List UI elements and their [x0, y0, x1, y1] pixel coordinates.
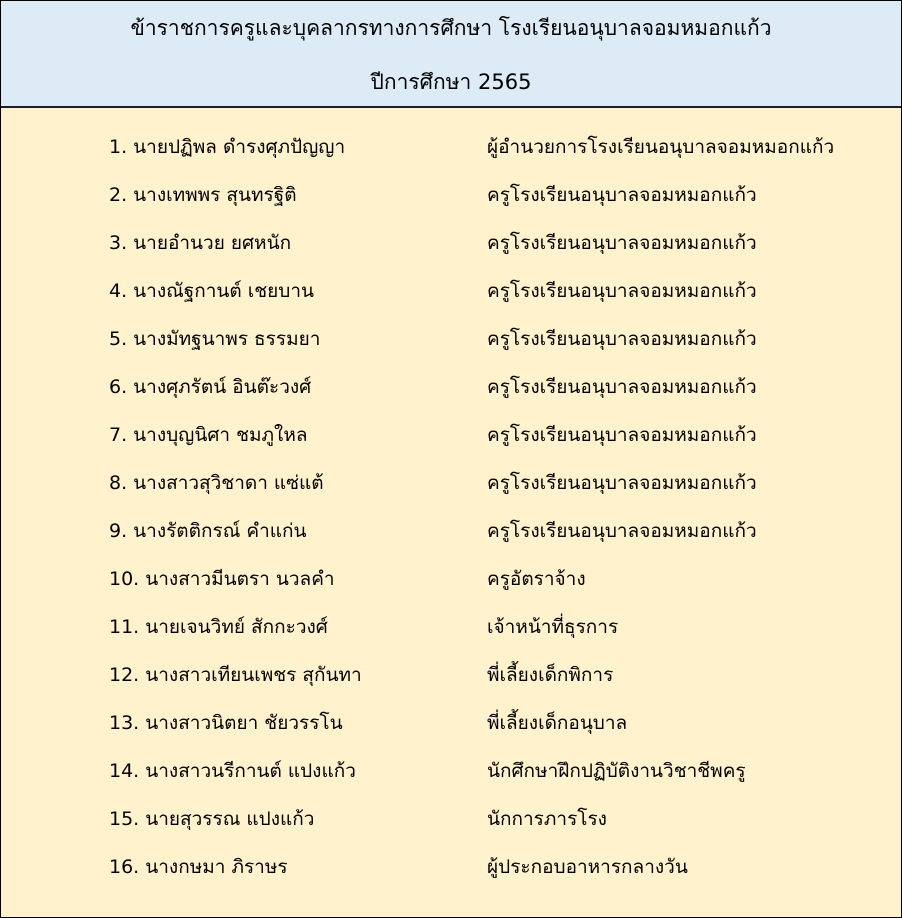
staff-name: 14. นางสาวนรีกานต์ แปงแก้ว	[109, 760, 356, 782]
staff-row	[1, 843, 901, 891]
staff-row	[1, 363, 901, 411]
header-academic-year: ปีการศึกษา 2565	[370, 70, 532, 94]
staff-name: 13. นางสาวนิตยา ชัยวรรโน	[109, 712, 343, 734]
staff-role: ผู้ประกอบอาหารกลางวัน	[487, 856, 688, 878]
staff-role: พี่เลี้ยงเด็กพิการ	[487, 664, 614, 686]
staff-row	[1, 171, 901, 219]
staff-role: พี่เลี้ยงเด็กอนุบาล	[487, 712, 628, 734]
staff-role: ผู้อำนวยการโรงเรียนอนุบาลจอมหมอกแก้ว	[487, 136, 835, 158]
staff-row	[1, 747, 901, 795]
staff-name: 4. นางณัฐกานต์ เชยบาน	[109, 280, 314, 302]
staff-name: 10. นางสาวมีนตรา นวลคำ	[109, 568, 335, 590]
staff-row	[1, 411, 901, 459]
staff-name: 3. นายอำนวย ยศหนัก	[109, 232, 292, 254]
staff-name: 2. นางเทพพร สุนทรฐิติ	[109, 184, 297, 206]
staff-role: เจ้าหน้าที่ธุรการ	[487, 616, 619, 638]
header-title: ข้าราชการครูและบุคลากรทางการศึกษา โรงเรียนอนุบาลจอมหมอกแก้ว	[130, 16, 772, 40]
staff-row	[1, 651, 901, 699]
table-header	[1, 1, 901, 108]
staff-row	[1, 699, 901, 747]
staff-name: 8. นางสาวสุวิชาดา แซ่แต้	[109, 472, 324, 494]
staff-name: 12. นางสาวเทียนเพชร สุกันทา	[109, 664, 362, 686]
staff-row	[1, 315, 901, 363]
staff-name: 16. นางกษมา ภิราษร	[109, 856, 288, 878]
staff-name: 6. นางศุภรัตน์ อินต๊ะวงศ์	[109, 376, 312, 398]
staff-row	[1, 267, 901, 315]
staff-name: 15. นายสุวรรณ แปงแก้ว	[109, 808, 315, 830]
staff-row	[1, 219, 901, 267]
staff-role: ครูโรงเรียนอนุบาลจอมหมอกแก้ว	[487, 184, 757, 206]
staff-row	[1, 555, 901, 603]
staff-role: ครูโรงเรียนอนุบาลจอมหมอกแก้ว	[487, 232, 757, 254]
staff-role: ครูโรงเรียนอนุบาลจอมหมอกแก้ว	[487, 424, 757, 446]
staff-role: ครูอัตราจ้าง	[487, 568, 586, 590]
staff-role: นักศึกษาฝึกปฏิบัติงานวิชาชีพครู	[487, 760, 746, 782]
staff-name: 7. นางบุญนิศา ชมภูใหล	[109, 424, 308, 446]
staff-name: 5. นางมัทฐนาพร ธรรมยา	[109, 328, 321, 350]
staff-row	[1, 507, 901, 555]
staff-row	[1, 795, 901, 843]
staff-row	[1, 123, 901, 171]
staff-role: ครูโรงเรียนอนุบาลจอมหมอกแก้ว	[487, 520, 757, 542]
staff-role: ครูโรงเรียนอนุบาลจอมหมอกแก้ว	[487, 328, 757, 350]
staff-role: ครูโรงเรียนอนุบาลจอมหมอกแก้ว	[487, 376, 757, 398]
staff-row	[1, 603, 901, 651]
staff-role: ครูโรงเรียนอนุบาลจอมหมอกแก้ว	[487, 472, 757, 494]
staff-name: 1. นายปฏิพล ดำรงศุภปัญญา	[109, 136, 346, 158]
staff-name: 11. นายเจนวิทย์ สักกะวงศ์	[109, 616, 328, 638]
staff-rows	[1, 123, 901, 891]
staff-row	[1, 459, 901, 507]
staff-name: 9. นางรัตติกรณ์ คำแก่น	[109, 520, 307, 542]
staff-role: ครูโรงเรียนอนุบาลจอมหมอกแก้ว	[487, 280, 757, 302]
staff-role: นักการภารโรง	[487, 808, 607, 830]
